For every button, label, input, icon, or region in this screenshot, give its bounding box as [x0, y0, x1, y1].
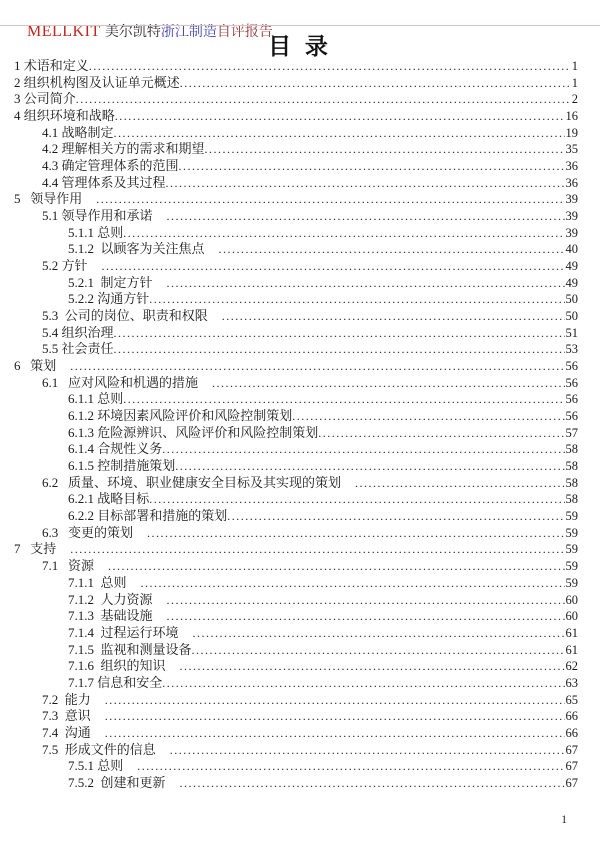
toc-leader-dots — [108, 558, 564, 575]
toc-row — [14, 241, 578, 258]
toc-leader-dots — [227, 508, 564, 525]
toc-page-number: 66 — [565, 725, 578, 740]
toc-entry-label: 6.2 质量、环境、职业健康安全目标及其实现的策划 — [42, 474, 342, 490]
toc-row — [14, 525, 578, 542]
toc-leader-dots — [89, 58, 571, 75]
toc-leader-dots — [70, 541, 564, 558]
toc-row — [14, 508, 578, 525]
toc-page-number: 59 — [565, 559, 578, 574]
toc-leader-dots — [137, 758, 564, 775]
toc-leader-dots — [123, 391, 564, 408]
toc-entry-label: 4.4 管理体系及其过程 — [42, 174, 166, 190]
toc-page-number: 39 — [565, 192, 578, 207]
toc-page-number: 57 — [565, 425, 578, 440]
toc-entry-label: 5.2.1 制定方针 — [68, 274, 153, 290]
toc-page-number: 35 — [565, 142, 578, 157]
toc-row — [14, 275, 578, 292]
toc-row — [14, 642, 578, 659]
toc-entry-label: 5.1.2 以顾客为关注焦点 — [68, 241, 205, 257]
toc-leader-dots — [205, 141, 565, 158]
toc-entry-label: 2 组织机构图及认证单元概述 — [14, 74, 180, 90]
toc-entry-label: 7.1.2 人力资源 — [68, 591, 153, 607]
toc-page-number: 59 — [565, 542, 578, 557]
header-segment: 自评报告 — [216, 25, 273, 40]
toc-entry-label: 6.1.5 控制措施策划 — [68, 458, 176, 474]
toc-row — [14, 658, 578, 675]
toc-row — [14, 558, 578, 575]
toc-leader-dots — [192, 642, 565, 659]
toc-title: 目 录 — [268, 34, 332, 59]
toc-row — [14, 125, 578, 142]
header-rule — [0, 25, 600, 26]
toc-leader-dots — [180, 75, 571, 92]
toc-entry-label: 6 策划 — [14, 358, 57, 374]
toc-page-number: 58 — [565, 442, 578, 457]
toc-entry-label: 5.2.2 沟通方针 — [68, 291, 150, 307]
toc-page-number: 56 — [565, 359, 578, 374]
header-segment: MELLKIT — [27, 23, 105, 40]
toc-list — [14, 58, 578, 792]
toc-leader-dots — [149, 291, 564, 308]
toc-leader-dots — [147, 525, 564, 542]
toc-entry-label: 3 公司简介 — [14, 91, 76, 107]
toc-entry-label: 7.4 沟通 — [42, 724, 91, 740]
toc-leader-dots — [166, 175, 565, 192]
toc-entry-label: 7.1 资源 — [42, 558, 95, 574]
toc-row — [14, 692, 578, 709]
toc-row — [14, 742, 578, 759]
toc-row — [14, 775, 578, 792]
toc-leader-dots — [167, 592, 565, 609]
toc-page-number: 65 — [565, 692, 578, 707]
toc-row — [14, 391, 578, 408]
toc-page-number: 58 — [565, 475, 578, 490]
toc-row — [14, 91, 578, 108]
toc-page-number: 59 — [565, 509, 578, 524]
toc-page-number: 36 — [565, 159, 578, 174]
toc-row — [14, 608, 578, 625]
toc-leader-dots — [175, 458, 564, 475]
toc-row — [14, 408, 578, 425]
toc-row — [14, 75, 578, 92]
toc-row — [14, 425, 578, 442]
toc-row — [14, 675, 578, 692]
toc-page-number: 66 — [565, 709, 578, 724]
toc-entry-label: 6.2.2 目标部署和措施的策划 — [68, 508, 228, 524]
toc-entry-label: 7.3 意识 — [42, 708, 91, 724]
toc-leader-dots — [318, 425, 564, 442]
toc-page-number: 60 — [565, 592, 578, 607]
toc-page-number: 36 — [565, 175, 578, 190]
toc-entry-label: 5.4 组织治理 — [42, 324, 114, 340]
toc-leader-dots — [114, 125, 565, 142]
toc-page-number: 59 — [565, 575, 578, 590]
toc-entry-label: 6.1 应对风险和机遇的措施 — [42, 374, 199, 390]
toc-page-number: 58 — [565, 492, 578, 507]
toc-entry-label: 6.1.3 危险源辨识、风险评价和风险控制策划 — [68, 424, 319, 440]
toc-row — [14, 375, 578, 392]
toc-leader-dots — [114, 341, 565, 358]
toc-row — [14, 291, 578, 308]
toc-leader-dots — [212, 375, 564, 392]
toc-row — [14, 625, 578, 642]
toc-entry-label: 7.2 能力 — [42, 691, 91, 707]
toc-row — [14, 475, 578, 492]
toc-leader-dots — [222, 308, 565, 325]
toc-page-number: 19 — [565, 125, 578, 140]
toc-page-number: 49 — [565, 259, 578, 274]
toc-row — [14, 725, 578, 742]
toc-row — [14, 258, 578, 275]
toc-leader-dots — [115, 108, 565, 125]
toc-leader-dots — [149, 491, 564, 508]
toc-leader-dots — [193, 625, 565, 642]
toc-page-number: 53 — [565, 342, 578, 357]
toc-entry-label: 1 术语和定义 — [14, 58, 89, 73]
toc-entry-label: 6.2.1 战略目标 — [68, 491, 150, 507]
toc-entry-label: 5.2 方针 — [42, 258, 88, 274]
toc-entry-label: 4.3 确定管理体系的范围 — [42, 158, 179, 174]
toc-entry-label: 6.3 变更的策划 — [42, 524, 134, 540]
toc-row — [14, 175, 578, 192]
toc-page-number: 58 — [565, 459, 578, 474]
toc-row — [14, 708, 578, 725]
toc-leader-dots — [167, 275, 565, 292]
toc-entry-label: 7 支持 — [14, 541, 57, 557]
toc-leader-dots — [180, 658, 565, 675]
toc-page-number: 50 — [565, 292, 578, 307]
toc-leader-dots — [123, 225, 564, 242]
toc-leader-dots — [105, 692, 565, 709]
toc-leader-dots — [114, 325, 565, 342]
toc-row — [14, 191, 578, 208]
header-segment: 浙江制造 — [160, 25, 217, 40]
toc-entry-label: 7.1.6 组织的知识 — [68, 658, 166, 674]
toc-row — [14, 141, 578, 158]
toc-entry-label: 4.1 战略制定 — [42, 124, 114, 140]
page-number-footer: 1 — [561, 814, 567, 826]
toc-entry-label: 5.5 社会责任 — [42, 341, 114, 357]
toc-leader-dots — [70, 358, 564, 375]
toc-entry-label: 7.1.7 信息和安全 — [68, 674, 163, 690]
toc-entry-label: 6.1.1 总则 — [68, 391, 124, 407]
toc-page-number: 67 — [565, 775, 578, 790]
toc-page-number: 49 — [565, 275, 578, 290]
toc-row — [14, 225, 578, 242]
toc-row — [14, 491, 578, 508]
toc-page-number: 50 — [565, 309, 578, 324]
toc-page-number: 1 — [571, 59, 578, 73]
toc-entry-label: 6.1.2 环境因素风险评价和风险控制策划 — [68, 408, 293, 424]
toc-entry-label: 7.5 形成文件的信息 — [42, 741, 156, 757]
toc-page-number: 61 — [565, 642, 578, 657]
toc-page-number: 63 — [565, 675, 578, 690]
toc-row — [14, 341, 578, 358]
toc-entry-label: 6.1.4 合规性义务 — [68, 441, 163, 457]
toc-row — [14, 208, 578, 225]
toc-entry-label: 7.1.3 基础设施 — [68, 608, 153, 624]
toc-row — [14, 108, 578, 125]
toc-leader-dots — [141, 575, 565, 592]
toc-page-number: 59 — [565, 525, 578, 540]
toc-entry-label: 5.1 领导作用和承诺 — [42, 208, 153, 224]
toc-entry-label: 7.1.4 过程运行环境 — [68, 624, 179, 640]
toc-page-number: 61 — [565, 625, 578, 640]
toc-page-number: 56 — [565, 375, 578, 390]
toc-entry-label: 4 组织环境和战略 — [14, 108, 115, 124]
toc-leader-dots — [105, 708, 565, 725]
toc-leader-dots — [102, 258, 565, 275]
toc-page-number: 2 — [571, 92, 578, 107]
toc-page-number: 39 — [565, 209, 578, 224]
toc-page-number: 62 — [565, 659, 578, 674]
toc-leader-dots — [179, 158, 565, 175]
toc-row — [14, 758, 578, 775]
toc-leader-dots — [105, 725, 565, 742]
toc-leader-dots — [180, 775, 565, 792]
toc-entry-label: 7.1.5 监视和测量设备 — [68, 641, 192, 657]
toc-page-number: 56 — [565, 409, 578, 424]
toc-row — [14, 308, 578, 325]
toc-leader-dots — [355, 475, 564, 492]
toc-leader-dots — [167, 208, 565, 225]
toc-entry-label: 7.5.1 总则 — [68, 758, 124, 774]
toc-page-number: 67 — [565, 759, 578, 774]
toc-row — [14, 575, 578, 592]
toc-row — [14, 358, 578, 375]
toc-page-number: 39 — [565, 225, 578, 240]
toc-page-number: 60 — [565, 609, 578, 624]
toc-leader-dots — [76, 91, 571, 108]
toc-leader-dots — [219, 241, 565, 258]
toc-entry-label: 5.1.1 总则 — [68, 224, 124, 240]
toc-leader-dots — [170, 742, 565, 759]
toc-page-number: 56 — [565, 392, 578, 407]
toc-leader-dots — [167, 608, 565, 625]
toc-leader-dots — [96, 191, 564, 208]
toc-entry-label: 5.3 公司的岗位、职责和权限 — [42, 308, 208, 324]
toc-page-number: 51 — [565, 325, 578, 340]
toc-row — [14, 541, 578, 558]
toc-row — [14, 592, 578, 609]
toc-leader-dots — [162, 441, 564, 458]
toc-leader-dots — [292, 408, 564, 425]
toc-page-number: 1 — [571, 75, 578, 90]
toc-page-number: 16 — [565, 109, 578, 124]
toc-entry-label: 4.2 理解相关方的需求和期望 — [42, 141, 205, 157]
toc-entry-label: 7.5.2 创建和更新 — [68, 774, 166, 790]
toc-row — [14, 158, 578, 175]
header-segment: 美尔凯特 — [104, 25, 161, 40]
toc-row — [14, 58, 578, 75]
toc-leader-dots — [162, 675, 564, 692]
toc-page-number: 67 — [565, 742, 578, 757]
toc-page-number: 40 — [565, 242, 578, 257]
toc-entry-label: 7.1.1 总则 — [68, 574, 127, 590]
toc-entry-label: 5 领导作用 — [14, 191, 83, 207]
toc-row — [14, 325, 578, 342]
toc-row — [14, 441, 578, 458]
toc-row — [14, 458, 578, 475]
